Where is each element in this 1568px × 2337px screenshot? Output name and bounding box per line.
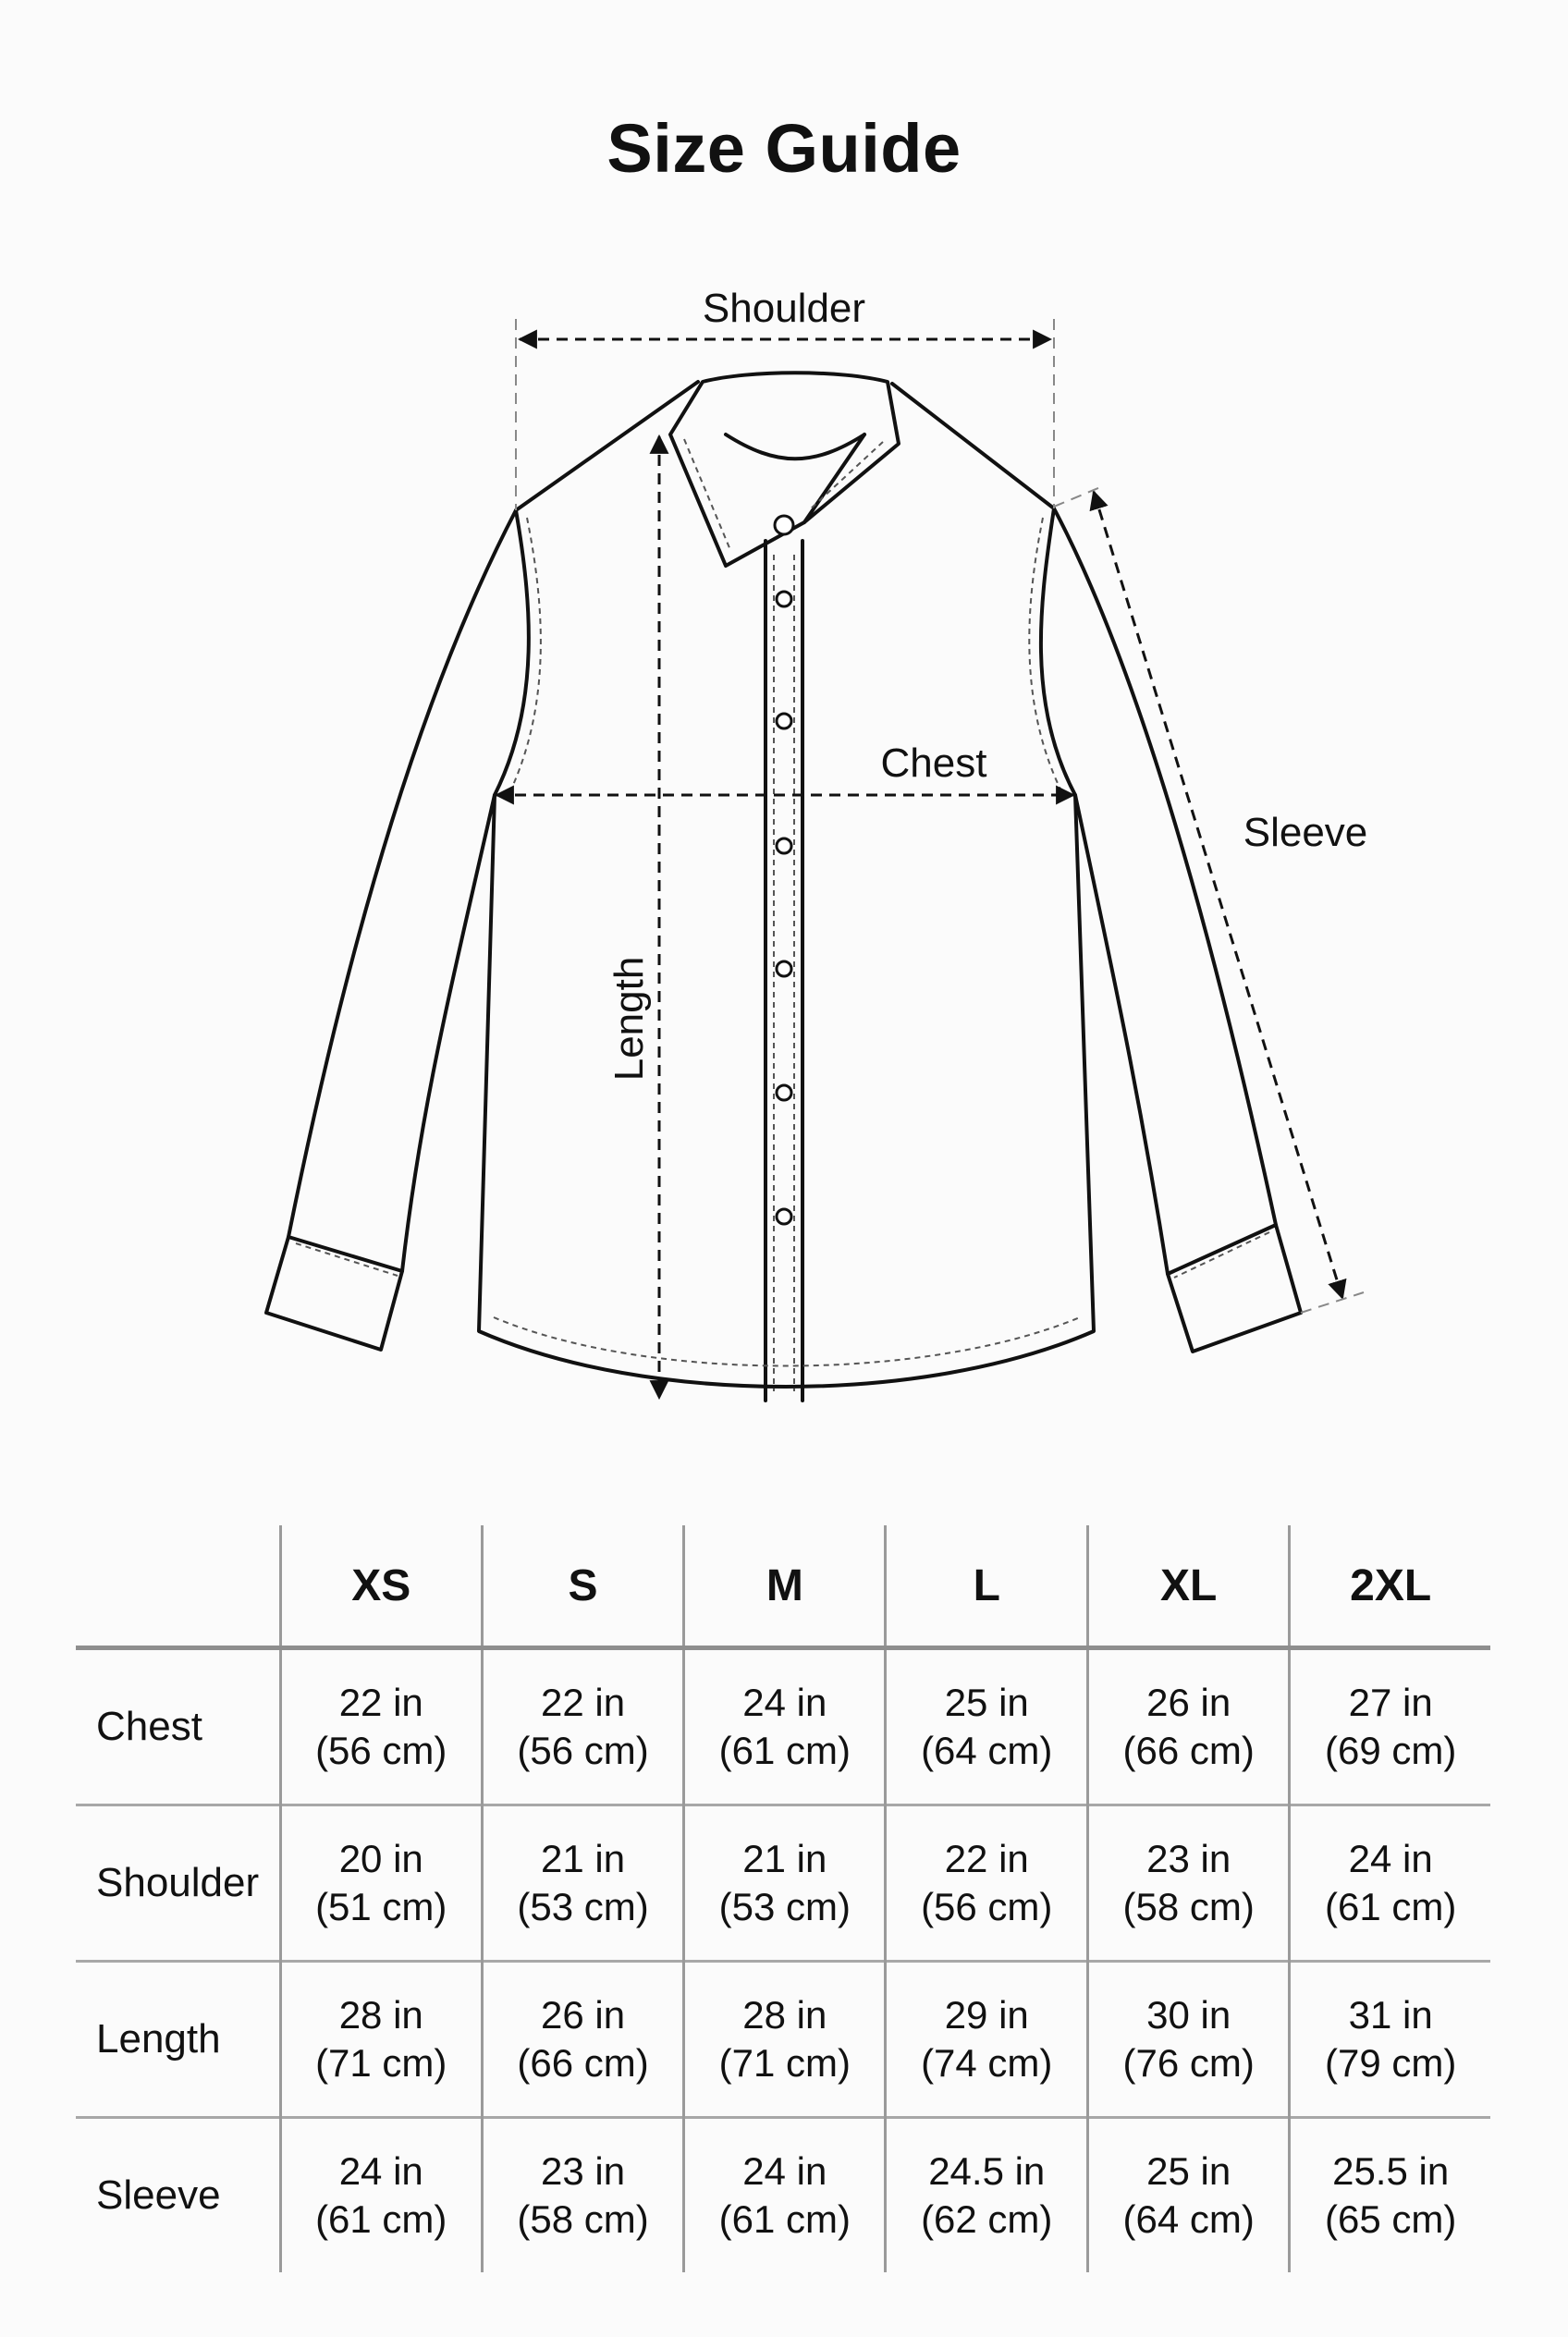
inch-value: 25 in xyxy=(1146,2149,1231,2193)
table-header-row xyxy=(76,1525,1490,1648)
table-cell xyxy=(280,2118,482,2273)
sleeve-guide-top xyxy=(1054,485,1105,507)
size-header: S xyxy=(482,1525,683,1648)
inch-value: 24 in xyxy=(1348,1837,1433,1880)
table-cell xyxy=(684,1962,886,2118)
inch-value: 26 in xyxy=(541,1993,626,2037)
cm-value: (61 cm) xyxy=(315,2197,447,2241)
button xyxy=(777,961,791,976)
buttons xyxy=(775,516,793,1224)
inch-value: 21 in xyxy=(742,1837,827,1880)
button xyxy=(777,1085,791,1100)
button xyxy=(777,1209,791,1224)
table-cell xyxy=(1290,2118,1490,2273)
cm-value: (56 cm) xyxy=(921,1885,1053,1928)
table-row xyxy=(76,1805,1490,1962)
table-cell xyxy=(1290,1805,1490,1962)
row-label: Shoulder xyxy=(96,1860,260,1905)
size-header: 2XL xyxy=(1290,1525,1490,1648)
cm-value: (71 cm) xyxy=(315,2041,447,2085)
button xyxy=(777,592,791,606)
collar-neck xyxy=(726,434,864,459)
size-header: XS xyxy=(280,1525,482,1648)
table-cell xyxy=(886,1805,1088,1962)
sleeve-guide-bottom xyxy=(1301,1292,1364,1313)
table-cell xyxy=(1088,2118,1290,2273)
inch-value: 24.5 in xyxy=(928,2149,1046,2193)
table-row xyxy=(76,2118,1490,2273)
size-header: XL xyxy=(1088,1525,1290,1648)
table-cell xyxy=(482,1962,683,2118)
collar xyxy=(670,373,899,566)
table-cell xyxy=(280,1805,482,1962)
table-cell xyxy=(482,1805,683,1962)
table-cell xyxy=(886,1648,1088,1805)
inch-value: 23 in xyxy=(541,2149,626,2193)
left-sleeve xyxy=(288,510,516,1271)
table-cell xyxy=(1290,1962,1490,2118)
cm-value: (58 cm) xyxy=(1122,1885,1255,1928)
cm-value: (66 cm) xyxy=(517,2041,649,2085)
cm-value: (76 cm) xyxy=(1122,2041,1255,2085)
stitching xyxy=(296,439,1269,1391)
table-row xyxy=(76,1648,1490,1805)
table-cell xyxy=(684,1805,886,1962)
table-cell xyxy=(280,1962,482,2118)
table-cell xyxy=(1088,1648,1290,1805)
inch-value: 30 in xyxy=(1146,1993,1231,2037)
length-label: Length xyxy=(606,956,652,1082)
table-cell xyxy=(1088,1805,1290,1962)
table-cell xyxy=(1290,1648,1490,1805)
cm-value: (51 cm) xyxy=(315,1885,447,1928)
cm-value: (61 cm) xyxy=(718,2197,851,2241)
inch-value: 22 in xyxy=(944,1837,1029,1880)
cm-value: (65 cm) xyxy=(1324,2197,1457,2241)
table-cell xyxy=(482,1648,683,1805)
inch-value: 28 in xyxy=(338,1993,423,2037)
inch-value: 24 in xyxy=(742,1681,827,1724)
cm-value: (61 cm) xyxy=(718,1729,851,1772)
inch-value: 31 in xyxy=(1348,1993,1433,2037)
cm-value: (56 cm) xyxy=(315,1729,447,1772)
cm-value: (69 cm) xyxy=(1324,1729,1457,1772)
row-label: Sleeve xyxy=(96,2172,221,2218)
cm-value: (62 cm) xyxy=(921,2197,1053,2241)
table-cell xyxy=(886,2118,1088,2273)
size-header: M xyxy=(684,1525,886,1648)
row-label: Chest xyxy=(96,1704,202,1749)
table-cell xyxy=(482,2118,683,2273)
cm-value: (53 cm) xyxy=(517,1885,649,1928)
cm-value: (64 cm) xyxy=(921,1729,1053,1772)
sleeve-label: Sleeve xyxy=(1243,810,1368,855)
cm-value: (58 cm) xyxy=(517,2197,649,2241)
table-cell xyxy=(684,1648,886,1805)
inch-value: 24 in xyxy=(742,2149,827,2193)
inch-value: 24 in xyxy=(338,2149,423,2193)
left-cuff xyxy=(266,1237,402,1350)
cm-value: (66 cm) xyxy=(1122,1729,1255,1772)
cm-value: (74 cm) xyxy=(921,2041,1053,2085)
button xyxy=(775,516,793,534)
inch-value: 25 in xyxy=(944,1681,1029,1724)
table-cell xyxy=(886,1962,1088,2118)
table-cell xyxy=(684,2118,886,2273)
cm-value: (61 cm) xyxy=(1324,1885,1457,1928)
shoulder-label: Shoulder xyxy=(702,286,866,331)
inch-value: 29 in xyxy=(944,1993,1029,2037)
inch-value: 22 in xyxy=(541,1681,626,1724)
cm-value: (56 cm) xyxy=(517,1729,649,1772)
inch-value: 26 in xyxy=(1146,1681,1231,1724)
page-title: Size Guide xyxy=(606,110,962,187)
sleeve-arrow xyxy=(1094,492,1342,1298)
cm-value: (71 cm) xyxy=(718,2041,851,2085)
button xyxy=(777,714,791,728)
table-cell xyxy=(280,1648,482,1805)
button xyxy=(777,838,791,853)
inch-value: 25.5 in xyxy=(1332,2149,1450,2193)
cm-value: (53 cm) xyxy=(718,1885,851,1928)
row-label: Length xyxy=(96,2016,221,2062)
inch-value: 27 in xyxy=(1348,1681,1433,1724)
cm-value: (64 cm) xyxy=(1122,2197,1255,2241)
chest-label: Chest xyxy=(880,740,987,786)
inch-value: 22 in xyxy=(338,1681,423,1724)
table-corner xyxy=(76,1525,280,1648)
size-header: L xyxy=(886,1525,1088,1648)
inch-value: 28 in xyxy=(742,1993,827,2037)
inch-value: 20 in xyxy=(338,1837,423,1880)
cm-value: (79 cm) xyxy=(1324,2041,1457,2085)
inch-value: 23 in xyxy=(1146,1837,1231,1880)
table-row xyxy=(76,1962,1490,2118)
inch-value: 21 in xyxy=(541,1837,626,1880)
size-table xyxy=(76,1525,1490,2272)
table-cell xyxy=(1088,1962,1290,2118)
